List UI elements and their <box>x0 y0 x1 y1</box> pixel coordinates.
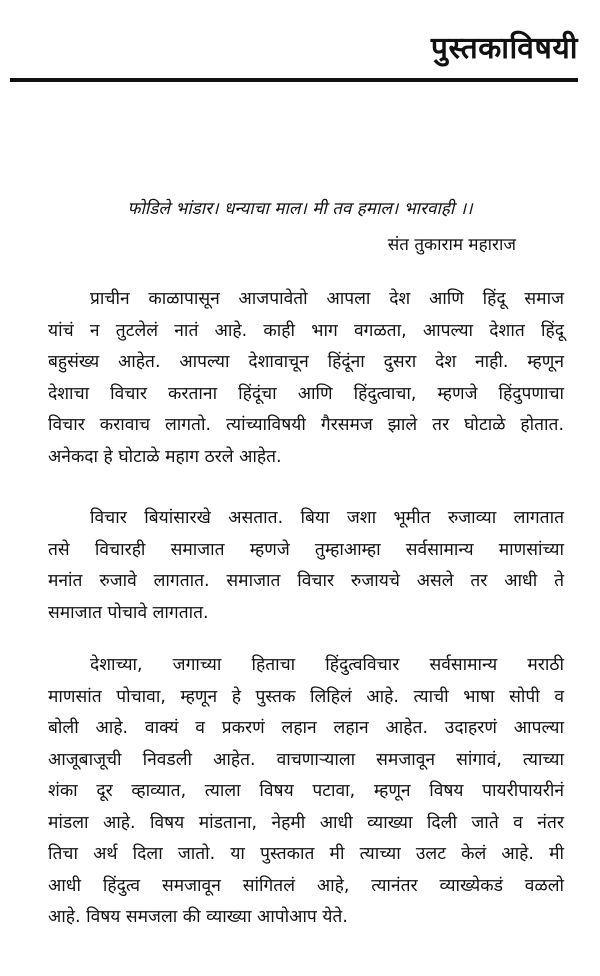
paragraph-line: बोली आहे. वाक्यं व प्रकरणं लहान लहान आहेत. उदाहरणं आपल्या <box>48 718 564 738</box>
paragraph-line: माणसांत पोचावा, म्हणून हे पुस्तक लिहिलं आहे. त्याची भाषा सोपी व <box>48 686 564 707</box>
paragraph-1 <box>48 284 564 473</box>
paragraph-3 <box>48 650 564 934</box>
paragraph-line: आहे. विषय समजला की व्याख्या आपोआप येते. <box>48 907 348 927</box>
header-divider <box>10 78 578 82</box>
paragraph-line: यांचं न तुटलेलं नातं आहे. काही भाग वगळता, आपल्या देशात हिंदू <box>48 320 564 341</box>
paragraph-line: समाजात पोचावे लागतात. <box>48 602 209 623</box>
paragraph-line: तसे विचारही समाजात म्हणजे तुम्हाआम्हा सर्वसामान्य माणसांच्या <box>48 539 564 560</box>
paragraph-line: मनांत रुजावे लागतात. समाजात विचार रुजायचे असले तर आधी ते <box>48 571 564 591</box>
paragraph-line: विचार बियांसारखे असतात. बिया जशा भूमीत रुजाव्या लागतात <box>90 508 564 528</box>
paragraph-line: आधी हिंदुत्व समजावून सांगितलं आहे, त्यानंतर व्याख्येकडं वळलो <box>48 875 564 896</box>
paragraph-line: शंका दूर व्हाव्यात, त्याला विषय पटावा, म्हणून विषय पायरीपायरीनं <box>48 781 564 801</box>
paragraph-line: विचार करावाच लागतो. त्यांच्याविषयी गैरसमज झाले तर घोटाळे होतात. <box>48 415 564 435</box>
page-title: पुस्तकाविषयी <box>430 31 578 66</box>
paragraph-line: आजूबाजूची निवडली आहेत. वाचणाऱ्याला समजावून सांगावं, त्याच्या <box>48 749 564 770</box>
epigraph-verse: फोडिले भांडार। धन्याचा माल। मी तव हमाल। भारवाही ।। <box>127 199 473 219</box>
paragraph-line: देशाचा विचार करताना हिंदूंचा आणि हिंदुत्वाचा, म्हणजे हिंदुपणाचा <box>48 383 564 404</box>
paragraph-line: देशाच्या, जगाच्या हिताचा हिंदुत्वविचार सर्वसामान्य मराठी <box>90 655 564 675</box>
paragraph-line: बहुसंख्य आहेत. आपल्या देशावाचून हिंदूंना दुसरा देश नाही. म्हणून <box>48 352 564 372</box>
paragraph-line: अनेकदा हे घोटाळे महाग ठरले आहेत. <box>48 446 282 467</box>
epigraph-attribution: संत तुकाराम महाराज <box>387 235 516 255</box>
paragraph-2 <box>48 503 564 629</box>
paragraph-line: तिचा अर्थ दिला जातो. या पुस्तकात मी त्याच्या उलट केलं आहे. मी <box>48 844 564 864</box>
paragraph-line: प्राचीन काळापासून आजपावेतो आपला देश आणि हिंदू समाज <box>90 289 564 309</box>
paragraph-line: मांडला आहे. विषय मांडताना, नेहमी आधी व्याख्या दिली जाते व नंतर <box>48 812 564 833</box>
